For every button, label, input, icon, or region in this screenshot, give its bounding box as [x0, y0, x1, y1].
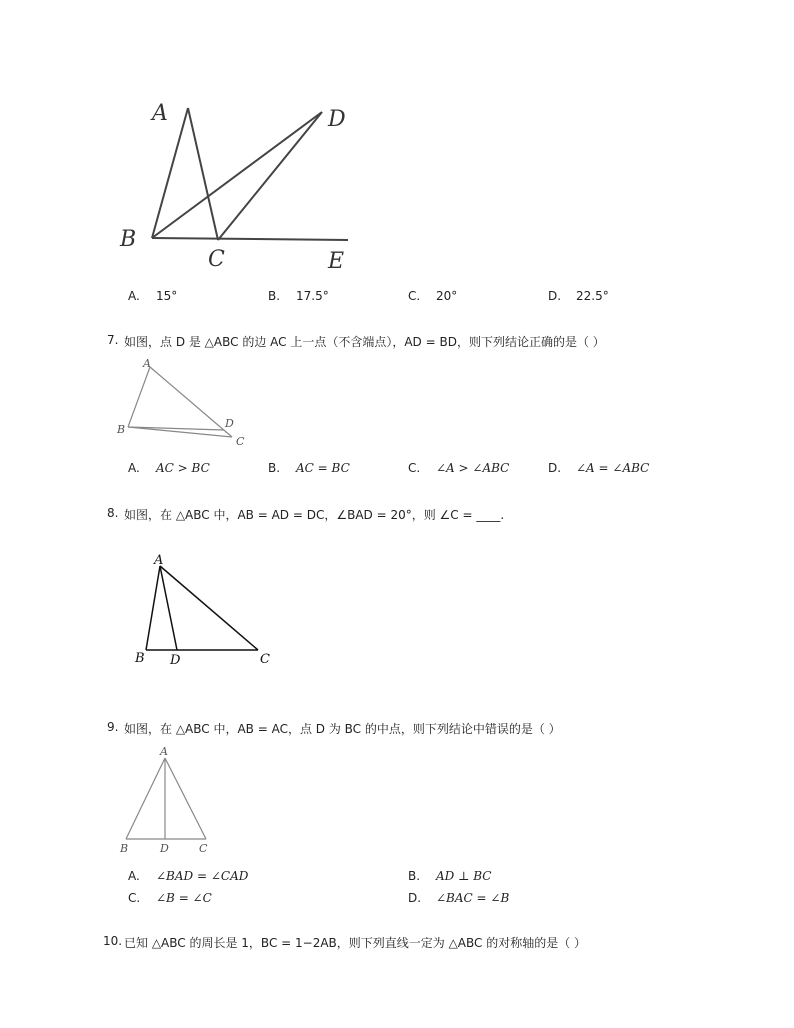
fig8-label-D: D: [170, 653, 181, 668]
q8-stem: 如图，在 △ABC 中，AB = AD = DC，∠BAD = 20°，则 ∠C = ____.: [124, 508, 505, 522]
q6-option-c[interactable]: [408, 289, 457, 303]
option-text: 17.5°: [296, 289, 329, 303]
fig7-label-B: B: [117, 423, 126, 436]
q7-option-c[interactable]: [408, 461, 509, 475]
q8-number: 8.: [107, 506, 119, 520]
q9-stem: 如图，在 △ABC 中，AB = AC，点 D 为 BC 的中点，则下列结论中错误的是（ ）: [124, 722, 561, 736]
option-key: A.: [128, 289, 140, 303]
fig6-label-B: B: [120, 227, 137, 252]
option-key: B.: [408, 869, 421, 883]
option-key: C.: [408, 289, 421, 303]
fig8-label-C: C: [260, 652, 270, 667]
option-text: AC > BC: [156, 461, 210, 475]
option-key: C.: [408, 461, 421, 475]
option-text: 22.5°: [576, 289, 609, 303]
q7-stem: 如图，点 D 是 △ABC 的边 AC 上一点（不含端点），AD = BD，则下列结论正确的是（ ）: [124, 335, 605, 349]
fig9-label-A: A: [160, 745, 168, 758]
option-text: ∠A > ∠ABC: [436, 461, 510, 475]
fig6-label-C: C: [208, 247, 225, 272]
option-key: D.: [548, 461, 562, 475]
q7-option-a[interactable]: [128, 461, 210, 475]
q9-number: 9.: [107, 720, 119, 734]
fig8-label-B: B: [135, 651, 145, 666]
option-text: ∠A = ∠ABC: [576, 461, 650, 475]
option-key: A.: [128, 869, 140, 883]
q9-figure: [112, 742, 222, 857]
option-key: D.: [548, 289, 562, 303]
option-key: A.: [128, 461, 140, 475]
fig7-label-C: C: [236, 435, 245, 448]
fig9-label-B: B: [120, 842, 129, 855]
q9-option-c[interactable]: [128, 891, 212, 905]
option-key: C.: [128, 891, 141, 905]
q7-option-b[interactable]: [268, 461, 350, 475]
fig9-label-D: D: [160, 842, 169, 855]
q8-figure: [128, 548, 278, 670]
fig6-label-E: E: [328, 249, 345, 274]
q9-option-a[interactable]: [128, 869, 248, 883]
q10-number: 10.: [103, 934, 123, 948]
fig6-label-D: D: [328, 107, 346, 132]
option-text: AD ⊥ BC: [436, 869, 492, 883]
option-key: B.: [268, 461, 281, 475]
q9-option-b[interactable]: [408, 869, 491, 883]
option-key: D.: [408, 891, 422, 905]
q10-stem: 已知 △ABC 的周长是 1，BC = 1−2AB，则下列直线一定为 △ABC 的对称轴的是（ ）: [124, 936, 587, 950]
q6-option-b[interactable]: [268, 289, 329, 303]
option-key: B.: [268, 289, 281, 303]
fig9-label-C: C: [199, 842, 208, 855]
q7-option-d[interactable]: [548, 461, 649, 475]
option-text: ∠BAC = ∠B: [436, 891, 510, 905]
option-text: ∠B = ∠C: [156, 891, 212, 905]
q7-figure: [112, 355, 257, 450]
option-text: ∠BAD = ∠CAD: [156, 869, 249, 883]
q6-option-d[interactable]: [548, 289, 609, 303]
fig6-label-A: A: [152, 101, 168, 126]
option-text: 20°: [436, 289, 458, 303]
option-text: AC = BC: [296, 461, 350, 475]
q9-option-d[interactable]: [408, 891, 509, 905]
q7-number: 7.: [107, 333, 119, 347]
q6-figure: [110, 90, 370, 280]
fig8-label-A: A: [154, 553, 164, 568]
fig7-label-A: A: [143, 357, 151, 370]
option-text: 15°: [156, 289, 178, 303]
q6-option-a[interactable]: [128, 289, 177, 303]
fig7-label-D: D: [225, 417, 234, 430]
